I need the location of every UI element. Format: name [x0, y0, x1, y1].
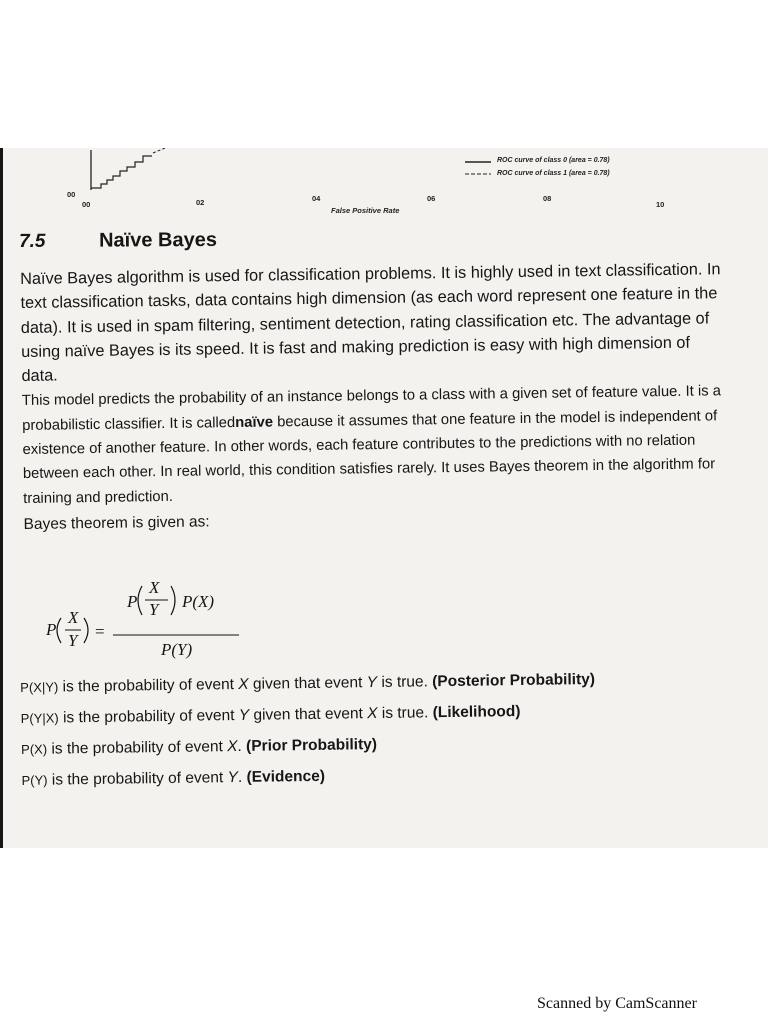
roc-curve-dashed [153, 148, 165, 153]
paragraph-model-part1: This model predicts the probability of an instance belongs to a class with a given set of feature value. It is a probabilistic classifier. It is called [21, 383, 722, 434]
definition-symbol: P(Y|X) [20, 710, 59, 726]
x-tick-label: 00 [82, 200, 91, 209]
definition-variable: Y [238, 706, 250, 724]
scanner-watermark: Scanned by CamScanner [537, 995, 697, 1012]
formula-y-lhs: Y [68, 631, 78, 650]
formula-y-rhs: Y [149, 600, 159, 619]
definition-symbol: P(X|Y) [20, 679, 59, 695]
formula-p-rhs: P [127, 592, 138, 611]
formula-lines [43, 578, 283, 678]
naive-emphasis: naïve [235, 414, 274, 431]
x-tick-label: 08 [543, 194, 552, 203]
section-number: 7.5 [19, 230, 46, 252]
formula-x-rhs: X [149, 578, 160, 597]
definition-term: (Prior Probability) [245, 736, 378, 755]
definition-term: (Evidence) [246, 767, 326, 786]
definition-text: is the probability of event [46, 738, 228, 758]
definition-variable: X [367, 705, 378, 723]
paragraph-model [22, 380, 729, 511]
theorem-intro: Bayes theorem is given as: [23, 513, 210, 533]
left-paren-lhs [57, 618, 61, 643]
roc-curve [91, 156, 152, 188]
x-tick-label: 04 [312, 194, 321, 203]
definition-symbol: P(X) [20, 741, 48, 757]
formula-equals: = [95, 622, 105, 641]
definition-variable: Y [227, 768, 239, 787]
definitions-list [20, 662, 722, 796]
definition-symbol: P(Y) [21, 772, 48, 788]
definition-text: is the probability of event [47, 769, 228, 789]
y-tick-label: 00 [67, 190, 76, 199]
roc-chart-fragment [3, 148, 768, 238]
legend-entry-class-0: ROC curve of class 0 (area = 0.78) [497, 157, 610, 164]
definition-text: . [237, 737, 247, 755]
definition-text: is true. [376, 673, 433, 692]
definition-text: is true. [377, 704, 433, 723]
definition-text: is the probability of event [58, 706, 239, 727]
formula-x-lhs: X [68, 608, 79, 627]
formula-py: P(Y) [161, 640, 193, 659]
section-heading [19, 229, 217, 253]
x-tick-label: 02 [196, 198, 205, 207]
scanned-page [0, 148, 768, 848]
definition-variable: X [227, 737, 238, 756]
section-title: Naïve Bayes [98, 228, 217, 252]
left-paren-rhs [138, 586, 142, 615]
right-paren-lhs [84, 618, 88, 643]
paragraph-model-part2: because it assumes that one feature in the model is independent of existence of another feature. In other words, each feature contributes to the predictions with no relation between each other. In real world, this condition satisfies rarely. It uses Bayes theorem in the algorithm for training and prediction. [22, 408, 718, 507]
definition-variable: Y [366, 674, 378, 692]
roc-chart-svg [3, 148, 768, 238]
body-text [20, 257, 729, 537]
definition-term: (Posterior Probability) [432, 670, 596, 691]
definition-text: is the probability of event [58, 675, 239, 696]
x-tick-label: 06 [427, 194, 436, 203]
definition-variable: X [238, 675, 249, 693]
bayes-formula [43, 578, 283, 678]
formula-p-lhs: P [46, 620, 57, 639]
formula-px: P(X) [182, 592, 215, 611]
x-tick-label: 10 [656, 200, 665, 209]
definition-text: . [237, 768, 247, 786]
x-axis-label: False Positive Rate [331, 206, 400, 215]
legend-entry-class-1: ROC curve of class 1 (area = 0.78) [497, 170, 610, 177]
definition-text: given that event [248, 674, 367, 693]
right-paren-rhs [171, 586, 175, 615]
paragraph-intro: Naïve Bayes algorithm is used for classification problems. It is highly used in text classification. In text classification tasks, data contains high dimension (as each word represent one feature in the data). It is used in spam filtering, sentiment detection, rating classification etc. The advantage of using naïve Bayes is its speed. It is fast and making prediction is easy with high dimension of data. [20, 260, 721, 386]
definition-text: given that event [248, 705, 368, 724]
definition-term: (Likelihood) [432, 703, 521, 722]
